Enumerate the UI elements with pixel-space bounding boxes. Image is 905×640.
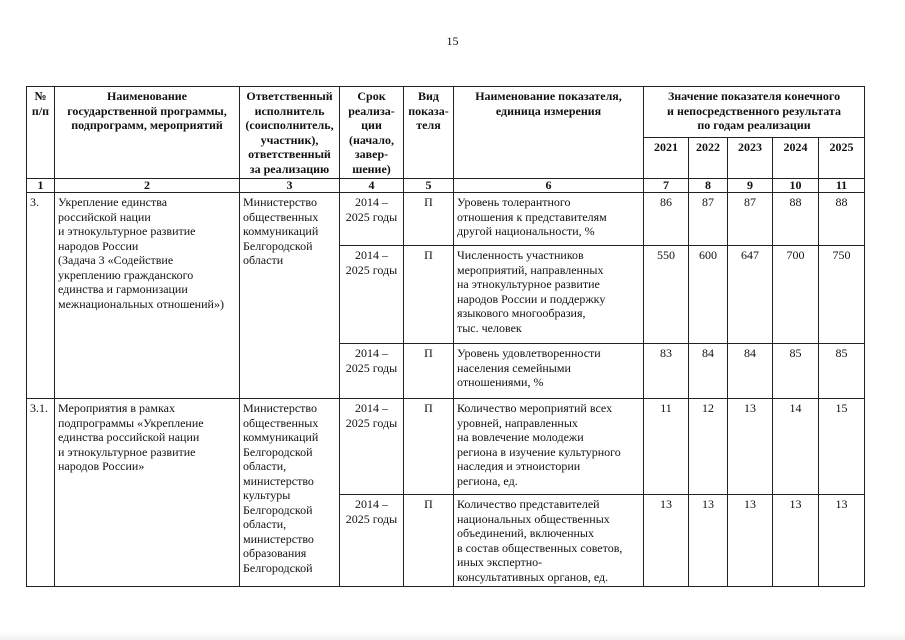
value-cell: 11	[644, 399, 689, 495]
period-cell: 2014 – 2025 годы	[340, 246, 404, 344]
value-cell: 13	[728, 495, 773, 587]
value-cell: 13	[773, 495, 819, 587]
value-cell: 84	[689, 344, 728, 399]
value-cell: 88	[819, 193, 865, 246]
page-bottom-edge	[0, 632, 905, 640]
value-cell: 12	[689, 399, 728, 495]
value-cell: 87	[689, 193, 728, 246]
section-number: 3.1.	[27, 399, 55, 587]
column-number: 11	[819, 179, 865, 193]
page-number: 15	[446, 34, 459, 48]
header-name: Наименование государственной программы, подпрограмм, мероприятий	[55, 87, 240, 179]
value-cell: 86	[644, 193, 689, 246]
section-name: Укрепление единства российской нации и этнокультурное развитие народов России (Задача 3 «Содействие укреплению гражданского единства и гармонизации межнациональных отношений»)	[55, 193, 240, 399]
header-year: 2022	[689, 138, 728, 179]
section-number: 3.	[27, 193, 55, 399]
period-cell: 2014 – 2025 годы	[340, 495, 404, 587]
kind-cell: П	[404, 193, 454, 246]
column-number: 7	[644, 179, 689, 193]
value-cell: 13	[689, 495, 728, 587]
header-year: 2023	[728, 138, 773, 179]
period-cell: 2014 – 2025 годы	[340, 344, 404, 399]
table-row	[27, 399, 865, 495]
program-indicators-table	[26, 86, 865, 587]
column-number: 8	[689, 179, 728, 193]
value-cell: 13	[644, 495, 689, 587]
value-cell: 85	[773, 344, 819, 399]
period-cell: 2014 – 2025 годы	[340, 193, 404, 246]
column-number: 2	[55, 179, 240, 193]
kind-cell: П	[404, 399, 454, 495]
header-year: 2024	[773, 138, 819, 179]
indicator-cell: Численность участников мероприятий, направленных на этнокультурное развитие народов России и поддержку языкового многообразия, тыс. человек	[454, 246, 644, 344]
section-name: Мероприятия в рамках подпрограммы «Укрепление единства российской нации и этнокультурное развитие народов России»	[55, 399, 240, 587]
header-kind: Вид показа- теля	[404, 87, 454, 179]
header-executor: Ответственный исполнитель (соисполнитель, участник), ответственный за реализацию	[240, 87, 340, 179]
value-cell: 88	[773, 193, 819, 246]
indicator-cell: Уровень удовлетворенности населения семейными отношениями, %	[454, 344, 644, 399]
kind-cell: П	[404, 495, 454, 587]
value-cell: 85	[819, 344, 865, 399]
value-cell: 87	[728, 193, 773, 246]
column-number: 5	[404, 179, 454, 193]
value-cell: 15	[819, 399, 865, 495]
header-values-group: Значение показателя конечного и непосредственного результата по годам реализации	[644, 87, 865, 138]
value-cell: 13	[819, 495, 865, 587]
header-year: 2021	[644, 138, 689, 179]
indicator-cell: Уровень толерантного отношения к представителям другой национальности, %	[454, 193, 644, 246]
header-year: 2025	[819, 138, 865, 179]
period-cell: 2014 – 2025 годы	[340, 399, 404, 495]
column-number: 1	[27, 179, 55, 193]
value-cell: 83	[644, 344, 689, 399]
value-cell: 84	[728, 344, 773, 399]
column-number: 4	[340, 179, 404, 193]
section-executor: Министерство общественных коммуникаций Белгородской области, министерство культуры Белгородской области, министерство образования Белгородской	[240, 399, 340, 587]
column-number: 9	[728, 179, 773, 193]
section-executor: Министерство общественных коммуникаций Белгородской области	[240, 193, 340, 399]
value-cell: 647	[728, 246, 773, 344]
value-cell: 700	[773, 246, 819, 344]
value-cell: 550	[644, 246, 689, 344]
header-period: Срок реализа- ции (начало, завер- шение)	[340, 87, 404, 179]
header-indicator: Наименование показателя, единица измерения	[454, 87, 644, 179]
kind-cell: П	[404, 246, 454, 344]
value-cell: 13	[728, 399, 773, 495]
value-cell: 14	[773, 399, 819, 495]
column-number: 6	[454, 179, 644, 193]
value-cell: 750	[819, 246, 865, 344]
indicator-cell: Количество мероприятий всех уровней, направленных на вовлечение молодежи региона в изучение культурного наследия и этноистории региона, ед.	[454, 399, 644, 495]
header-num: № п/п	[27, 87, 55, 179]
column-number-row	[27, 179, 865, 193]
kind-cell: П	[404, 344, 454, 399]
indicator-cell: Количество представителей национальных общественных объединений, включенных в состав общественных советов, иных экспертно- консультативных органов, ед.	[454, 495, 644, 587]
table-row	[27, 193, 865, 246]
header-row	[27, 87, 865, 138]
value-cell: 600	[689, 246, 728, 344]
column-number: 3	[240, 179, 340, 193]
column-number: 10	[773, 179, 819, 193]
